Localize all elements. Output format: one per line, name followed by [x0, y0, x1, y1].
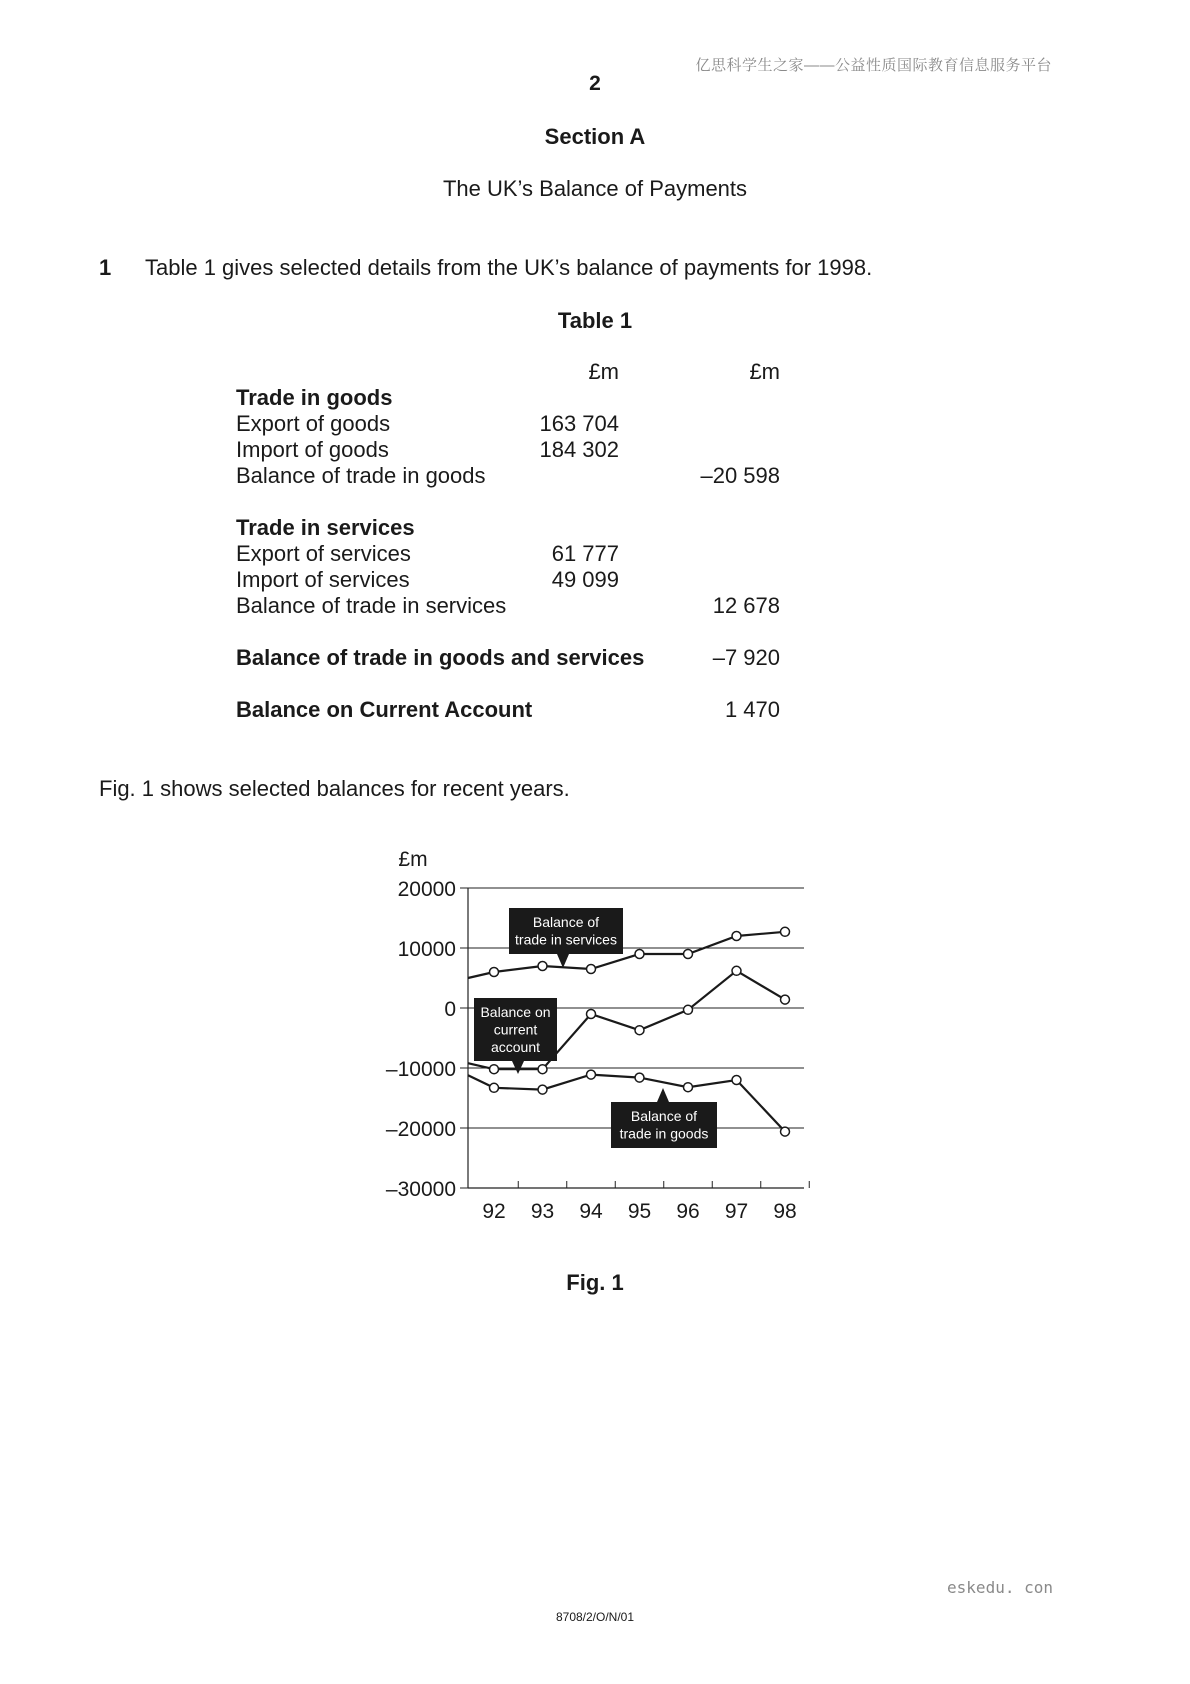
- watermark-top: 亿思科学生之家——公益性质国际教育信息服务平台: [695, 57, 1052, 74]
- services-callout-pointer: [557, 954, 569, 968]
- x-tick-label: 92: [482, 1200, 506, 1223]
- row-value-c2: –20 598: [700, 463, 780, 488]
- row-value-c2: 1 470: [724, 697, 780, 722]
- row-value-c1: 184 302: [539, 437, 619, 462]
- data-point: [732, 966, 741, 975]
- col-header-1: £m: [588, 359, 619, 384]
- data-point: [635, 1026, 644, 1035]
- data-point: [538, 1065, 547, 1074]
- data-point: [781, 927, 790, 936]
- x-tick-label: 95: [627, 1200, 652, 1223]
- row-label: Trade in goods: [236, 385, 393, 410]
- services-callout-text: Balance of: [532, 914, 600, 930]
- row-value-c2: –7 920: [712, 645, 780, 670]
- data-point: [490, 1065, 499, 1074]
- figure-intro: Fig. 1 shows selected balances for recent years.: [99, 776, 570, 801]
- data-point: [684, 950, 693, 959]
- data-point: [732, 1076, 741, 1085]
- data-point: [490, 1083, 499, 1092]
- current-account-callout-text: account: [490, 1039, 541, 1055]
- question-text: Table 1 gives selected details from the UK’s balance of payments for 1998.: [145, 255, 873, 280]
- data-point: [781, 1127, 790, 1136]
- y-tick-label: –10000: [385, 1058, 456, 1081]
- services-callout-text: trade in services: [515, 931, 617, 948]
- data-point: [781, 995, 790, 1004]
- row-value-c1: 163 704: [539, 411, 619, 436]
- footer-code: 8708/2/O/N/01: [555, 1610, 635, 1624]
- data-point: [587, 1010, 596, 1019]
- row-label: Balance of trade in services: [236, 593, 507, 618]
- row-label: Balance of trade in goods: [236, 463, 486, 488]
- row-label: Import of goods: [236, 437, 389, 462]
- y-tick-label: –30000: [385, 1178, 456, 1201]
- data-point: [538, 1085, 547, 1094]
- y-tick-label: 0: [444, 998, 456, 1021]
- x-tick-label: 94: [579, 1200, 603, 1223]
- y-axis-label: £m: [398, 848, 428, 871]
- table-title: Table 1: [557, 308, 633, 333]
- col-header-2: £m: [749, 359, 780, 384]
- goods-callout-text: Balance of: [630, 1108, 698, 1124]
- watermark-bottom: eskedu. con: [947, 1578, 1053, 1597]
- data-point: [587, 965, 596, 974]
- row-value-c1: 61 777: [551, 541, 619, 566]
- x-tick-label: 96: [676, 1200, 700, 1223]
- x-tick-label: 93: [530, 1200, 555, 1223]
- row-label: Export of services: [236, 541, 411, 566]
- data-point: [587, 1070, 596, 1079]
- y-tick-label: –20000: [385, 1118, 456, 1141]
- x-tick-label: 97: [724, 1200, 749, 1223]
- row-label: Export of goods: [236, 411, 391, 436]
- row-label: Balance on Current Account: [236, 697, 533, 722]
- section-subtitle: The UK’s Balance of Payments: [442, 176, 748, 201]
- page-number: 2: [589, 72, 601, 95]
- y-tick-label: 20000: [397, 878, 456, 901]
- data-point: [684, 1083, 693, 1092]
- row-label: Import of services: [236, 567, 410, 592]
- goods-callout-pointer: [657, 1088, 669, 1102]
- row-value-c2: 12 678: [712, 593, 780, 618]
- current-account-callout-text: Balance on: [480, 1004, 551, 1020]
- figure-caption: Fig. 1: [566, 1270, 624, 1295]
- data-point: [490, 968, 499, 977]
- data-point: [635, 1073, 644, 1082]
- data-point: [732, 932, 741, 941]
- row-value-c1: 49 099: [551, 567, 619, 592]
- data-point: [684, 1005, 693, 1014]
- y-tick-label: 10000: [397, 938, 456, 961]
- data-point: [635, 950, 644, 959]
- current-account-callout-text: current: [493, 1021, 538, 1038]
- question-number: 1: [99, 255, 112, 280]
- x-tick-label: 98: [773, 1200, 797, 1223]
- row-label: Balance of trade in goods and services: [236, 645, 645, 670]
- section-title: Section A: [544, 124, 646, 149]
- data-point: [538, 962, 547, 971]
- row-label: Trade in services: [236, 515, 415, 540]
- goods-callout-text: trade in goods: [619, 1125, 709, 1142]
